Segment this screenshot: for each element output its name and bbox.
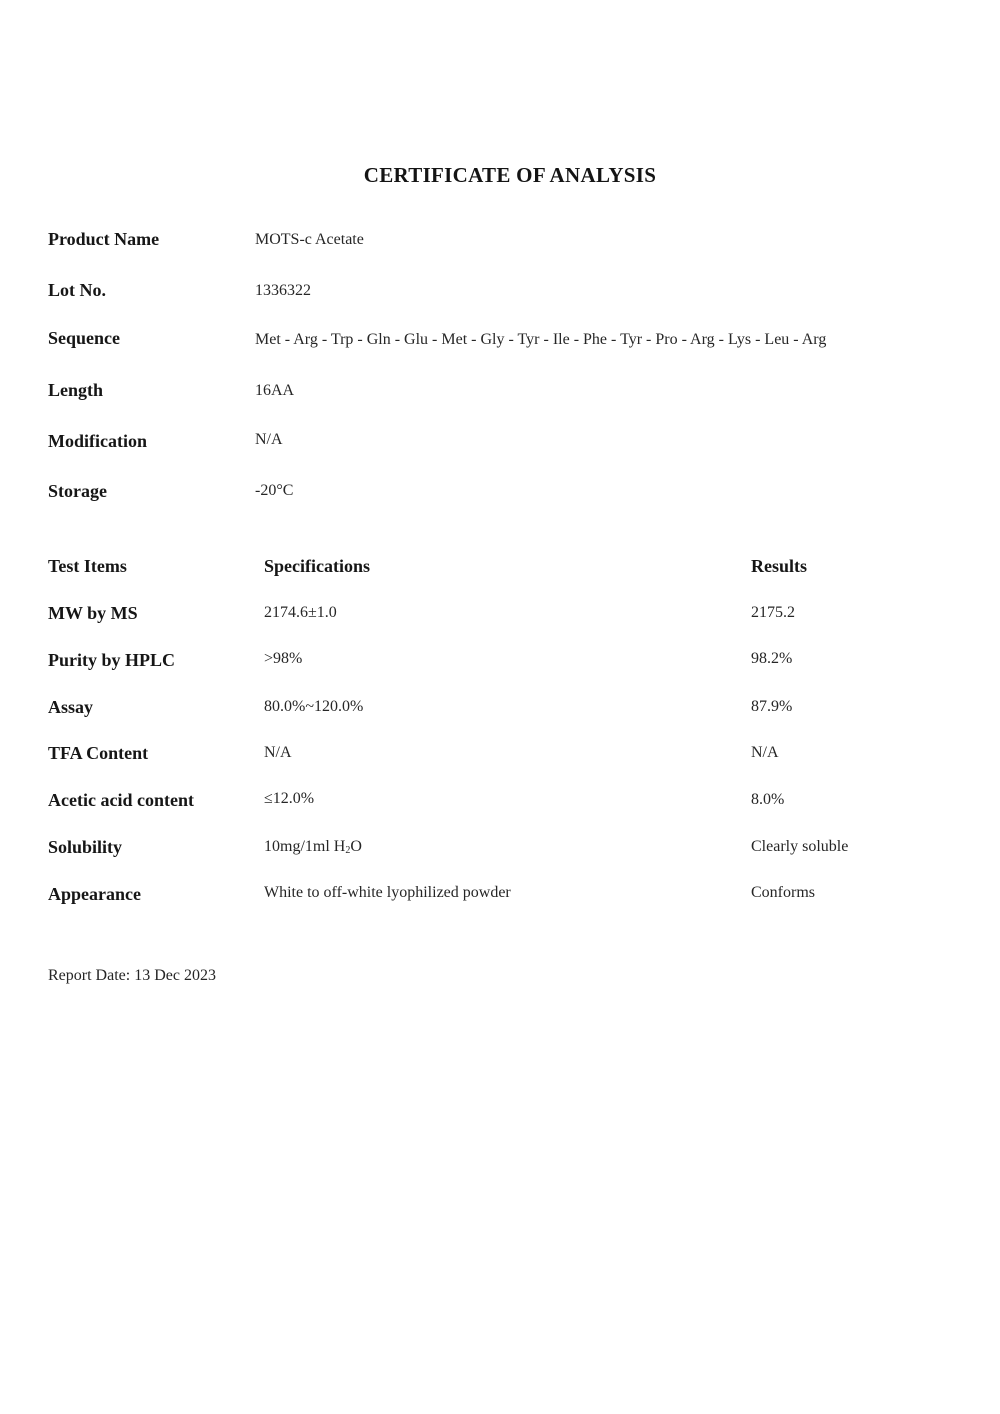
test-item: Assay xyxy=(48,697,94,717)
header-specifications: Specifications xyxy=(264,556,370,576)
test-result: 87.9% xyxy=(751,698,793,715)
test-spec: N/A xyxy=(264,744,292,761)
info-row-length xyxy=(0,380,1000,406)
test-result: 2175.2 xyxy=(751,604,795,621)
test-spec: 80.0%~120.0% xyxy=(264,698,364,715)
document-title: CERTIFICATE OF ANALYSIS xyxy=(363,163,657,187)
table-row xyxy=(0,790,1000,816)
spec-text: 10mg/1ml H xyxy=(264,838,346,855)
test-spec: >98% xyxy=(264,650,303,667)
info-row-lot-no xyxy=(0,280,1000,306)
table-header xyxy=(0,556,1000,582)
test-item: Appearance xyxy=(48,884,141,904)
info-row-product-name xyxy=(0,229,1000,255)
test-spec: 2174.6±1.0 xyxy=(264,604,337,621)
test-spec: White to off-white lyophilized powder xyxy=(264,884,511,901)
info-value: 1336322 xyxy=(255,282,311,299)
table-row xyxy=(0,837,1000,863)
spec-text-tail: O xyxy=(350,838,362,855)
table-row xyxy=(0,743,1000,769)
header-test-items: Test Items xyxy=(48,556,127,576)
info-label: Product Name xyxy=(48,229,160,249)
info-value: MOTS-c Acetate xyxy=(255,231,364,248)
info-label: Sequence xyxy=(48,328,120,348)
test-item: TFA Content xyxy=(48,743,149,763)
test-spec: ≤12.0% xyxy=(264,790,315,807)
table-row xyxy=(0,697,1000,723)
info-value: -20°C xyxy=(255,482,294,499)
info-row-modification xyxy=(0,431,1000,457)
info-row-storage xyxy=(0,481,1000,507)
test-item: Purity by HPLC xyxy=(48,650,176,670)
info-label: Storage xyxy=(48,481,107,501)
header-results: Results xyxy=(751,556,808,576)
info-row-sequence xyxy=(0,328,1000,354)
info-value: N/A xyxy=(255,431,283,448)
table-row xyxy=(0,650,1000,676)
info-value: 16AA xyxy=(255,382,295,399)
test-item: Solubility xyxy=(48,837,123,857)
test-result: 98.2% xyxy=(751,650,793,667)
info-value: Met - Arg - Trp - Gln - Glu - Met - Gly - Tyr - Ile - Phe - Tyr - Pro - Arg - Lys - Leu - Arg xyxy=(255,331,827,348)
info-label: Length xyxy=(48,380,104,400)
test-spec xyxy=(264,838,362,856)
info-label: Modification xyxy=(48,431,147,451)
report-date: Report Date: 13 Dec 2023 xyxy=(48,967,216,984)
test-result: 8.0% xyxy=(751,791,785,808)
info-label: Lot No. xyxy=(48,280,106,300)
spec-subscript: 2 xyxy=(345,845,351,856)
test-result: Clearly soluble xyxy=(751,838,849,855)
table-row xyxy=(0,603,1000,629)
test-result: N/A xyxy=(751,744,779,761)
test-item: Acetic acid content xyxy=(48,790,194,810)
test-result: Conforms xyxy=(751,884,815,901)
test-item: MW by MS xyxy=(48,603,138,623)
table-row xyxy=(0,884,1000,910)
